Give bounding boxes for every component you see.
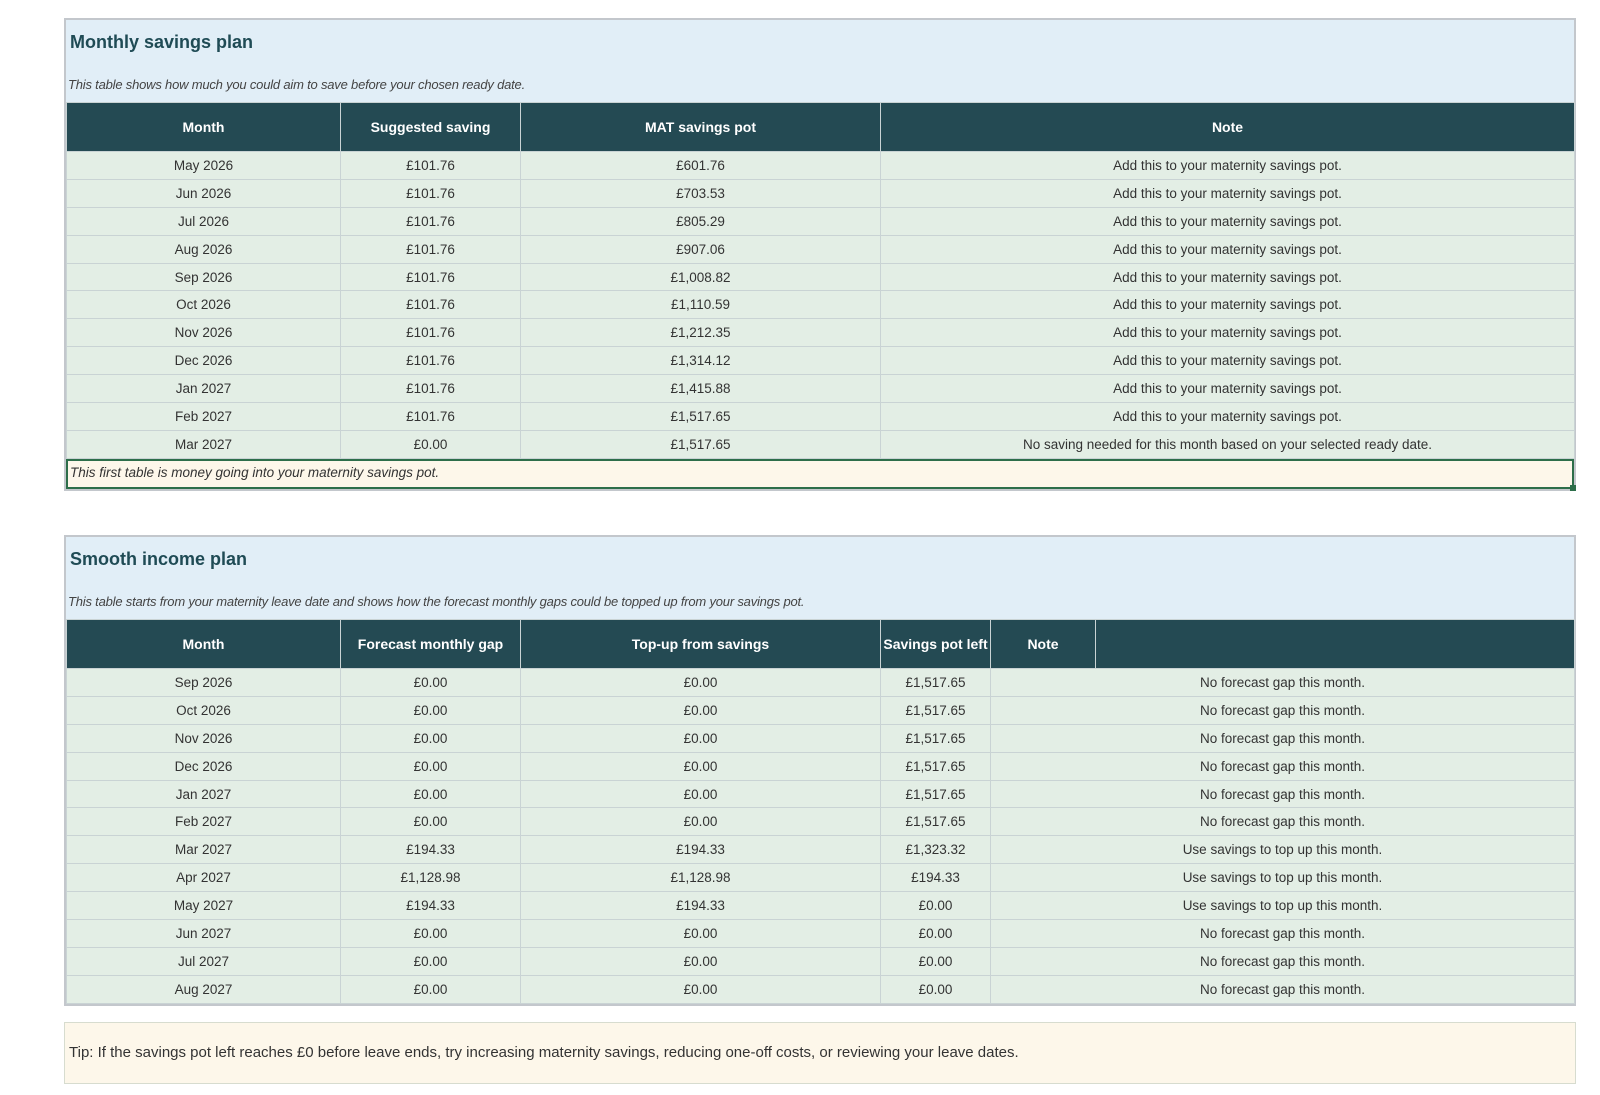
- table-cell[interactable]: Nov 2026: [67, 724, 341, 752]
- table-cell[interactable]: Use savings to top up this month.: [991, 864, 1575, 892]
- table-cell[interactable]: £0.00: [521, 696, 881, 724]
- table-cell[interactable]: £101.76: [341, 179, 521, 207]
- table-cell[interactable]: Mar 2027: [67, 430, 341, 458]
- monthly-savings-panel: [64, 18, 1576, 491]
- table-row: [67, 179, 1575, 207]
- table-cell[interactable]: £1,212.35: [521, 319, 881, 347]
- table-cell[interactable]: £0.00: [341, 696, 521, 724]
- table-cell[interactable]: £1,314.12: [521, 347, 881, 375]
- table-cell[interactable]: £0.00: [521, 669, 881, 697]
- table-cell[interactable]: £1,517.65: [881, 808, 991, 836]
- table-cell[interactable]: No saving needed for this month based on your selected ready date.: [881, 430, 1575, 458]
- column-header[interactable]: Forecast monthly gap: [341, 620, 521, 669]
- table-row: [67, 375, 1575, 403]
- table-cell[interactable]: No forecast gap this month.: [991, 724, 1575, 752]
- table-cell[interactable]: Dec 2026: [67, 752, 341, 780]
- column-header[interactable]: Note: [881, 103, 1575, 152]
- monthly-savings-table: [66, 102, 1575, 459]
- table-cell[interactable]: Jan 2027: [67, 780, 341, 808]
- table-cell[interactable]: Jun 2026: [67, 179, 341, 207]
- table-cell[interactable]: Add this to your maternity savings pot.: [881, 263, 1575, 291]
- table-cell[interactable]: No forecast gap this month.: [991, 696, 1575, 724]
- table-cell[interactable]: Aug 2027: [67, 975, 341, 1003]
- table-cell[interactable]: No forecast gap this month.: [991, 669, 1575, 697]
- table-cell[interactable]: No forecast gap this month.: [991, 947, 1575, 975]
- table-cell[interactable]: No forecast gap this month.: [991, 752, 1575, 780]
- table-row: [67, 669, 1575, 697]
- tip-text: Tip: If the savings pot left reaches £0 before leave ends, try increasing maternity savings, reducing one-off costs, or reviewing your leave dates.: [69, 1044, 1019, 1061]
- table-cell[interactable]: £1,128.98: [341, 864, 521, 892]
- table-cell[interactable]: Oct 2026: [67, 291, 341, 319]
- table-cell[interactable]: £1,517.65: [881, 780, 991, 808]
- table-cell[interactable]: No forecast gap this month.: [991, 808, 1575, 836]
- table-cell[interactable]: £0.00: [881, 920, 991, 948]
- table-cell[interactable]: No forecast gap this month.: [991, 780, 1575, 808]
- table-cell[interactable]: £0.00: [341, 947, 521, 975]
- table-cell[interactable]: £0.00: [341, 724, 521, 752]
- table-row: [67, 724, 1575, 752]
- table-cell[interactable]: £1,517.65: [521, 430, 881, 458]
- table-cell[interactable]: £194.33: [521, 836, 881, 864]
- smooth-income-panel: [64, 535, 1576, 1006]
- table-cell[interactable]: Add this to your maternity savings pot.: [881, 152, 1575, 180]
- table-cell[interactable]: £805.29: [521, 207, 881, 235]
- table-cell[interactable]: Feb 2027: [67, 403, 341, 431]
- tip-box: [64, 1022, 1576, 1084]
- table-row: [67, 864, 1575, 892]
- table-cell[interactable]: Add this to your maternity savings pot.: [881, 403, 1575, 431]
- table-row: [67, 403, 1575, 431]
- table-cell[interactable]: Use savings to top up this month.: [991, 836, 1575, 864]
- table-cell[interactable]: Oct 2026: [67, 696, 341, 724]
- table-cell[interactable]: £101.76: [341, 347, 521, 375]
- table-cell[interactable]: £1,517.65: [881, 669, 991, 697]
- table-cell[interactable]: No forecast gap this month.: [991, 920, 1575, 948]
- table-cell[interactable]: Jul 2027: [67, 947, 341, 975]
- table-row: [67, 752, 1575, 780]
- table-cell[interactable]: £0.00: [521, 808, 881, 836]
- table-cell[interactable]: £703.53: [521, 179, 881, 207]
- table-cell[interactable]: £194.33: [521, 892, 881, 920]
- table-cell[interactable]: Use savings to top up this month.: [991, 892, 1575, 920]
- table-row: [67, 430, 1575, 458]
- table-row: [67, 808, 1575, 836]
- table-cell[interactable]: £194.33: [341, 836, 521, 864]
- table-cell[interactable]: £0.00: [521, 947, 881, 975]
- table-cell[interactable]: £194.33: [881, 864, 991, 892]
- smooth-income-title: Smooth income plan: [70, 549, 248, 569]
- table-row: [67, 319, 1575, 347]
- table-cell[interactable]: £101.76: [341, 235, 521, 263]
- table-cell[interactable]: Add this to your maternity savings pot.: [881, 179, 1575, 207]
- table-cell[interactable]: £0.00: [881, 892, 991, 920]
- column-header[interactable]: [1096, 620, 1575, 669]
- table-cell[interactable]: £0.00: [521, 724, 881, 752]
- monthly-savings-header-row: [67, 103, 1575, 152]
- smooth-income-subtitle: This table starts from your maternity leave date and shows how the forecast monthly gaps could be topped up from your savings pot.: [68, 594, 805, 609]
- table-cell[interactable]: £0.00: [341, 752, 521, 780]
- table-cell[interactable]: £0.00: [341, 920, 521, 948]
- table-cell[interactable]: £0.00: [881, 947, 991, 975]
- table-cell[interactable]: Add this to your maternity savings pot.: [881, 235, 1575, 263]
- table-cell[interactable]: Add this to your maternity savings pot.: [881, 291, 1575, 319]
- table-cell[interactable]: Jan 2027: [67, 375, 341, 403]
- table-cell[interactable]: £0.00: [341, 975, 521, 1003]
- table-cell[interactable]: Jul 2026: [67, 207, 341, 235]
- table-row: [67, 347, 1575, 375]
- table-cell[interactable]: Add this to your maternity savings pot.: [881, 207, 1575, 235]
- column-header[interactable]: Month: [67, 620, 341, 669]
- table-cell[interactable]: £0.00: [521, 752, 881, 780]
- table-cell[interactable]: £194.33: [341, 892, 521, 920]
- table-row: [67, 780, 1575, 808]
- table-cell[interactable]: £101.76: [341, 291, 521, 319]
- table-cell[interactable]: £601.76: [521, 152, 881, 180]
- table-cell[interactable]: £0.00: [521, 780, 881, 808]
- table-row: [67, 263, 1575, 291]
- fill-handle[interactable]: [1570, 485, 1576, 491]
- monthly-savings-header: [66, 20, 1574, 102]
- table-cell[interactable]: Aug 2026: [67, 235, 341, 263]
- table-cell[interactable]: £1,415.88: [521, 375, 881, 403]
- table-cell[interactable]: No forecast gap this month.: [991, 975, 1575, 1003]
- footnote-text: This first table is money going into your maternity savings pot.: [70, 464, 440, 480]
- table-cell[interactable]: £1,517.65: [521, 403, 881, 431]
- table-cell[interactable]: Apr 2027: [67, 864, 341, 892]
- table-cell[interactable]: Add this to your maternity savings pot.: [881, 375, 1575, 403]
- table-cell[interactable]: £1,110.59: [521, 291, 881, 319]
- column-header[interactable]: Note: [991, 620, 1096, 669]
- column-header[interactable]: Savings pot left: [881, 620, 991, 669]
- table-cell[interactable]: Feb 2027: [67, 808, 341, 836]
- table-cell[interactable]: £101.76: [341, 263, 521, 291]
- table-row: [67, 947, 1575, 975]
- table-cell[interactable]: Sep 2026: [67, 669, 341, 697]
- table-cell[interactable]: £101.76: [341, 207, 521, 235]
- table-cell[interactable]: £0.00: [341, 669, 521, 697]
- table-cell[interactable]: £0.00: [521, 920, 881, 948]
- table-row: [67, 920, 1575, 948]
- table-cell[interactable]: £1,128.98: [521, 864, 881, 892]
- table-cell[interactable]: £101.76: [341, 375, 521, 403]
- table-cell[interactable]: £907.06: [521, 235, 881, 263]
- table-cell[interactable]: Jun 2027: [67, 920, 341, 948]
- smooth-income-header-row: [67, 620, 1575, 669]
- table-cell[interactable]: Add this to your maternity savings pot.: [881, 347, 1575, 375]
- table-cell[interactable]: £101.76: [341, 319, 521, 347]
- table-cell[interactable]: £0.00: [341, 780, 521, 808]
- table-row: [67, 696, 1575, 724]
- monthly-savings-title: Monthly savings plan: [70, 32, 254, 52]
- column-header[interactable]: Month: [67, 103, 341, 152]
- table-row: [67, 892, 1575, 920]
- table-cell[interactable]: £101.76: [341, 152, 521, 180]
- table-cell[interactable]: Nov 2026: [67, 319, 341, 347]
- smooth-income-header: [66, 537, 1574, 619]
- table-cell[interactable]: £1,323.32: [881, 836, 991, 864]
- column-header[interactable]: Top-up from savings: [521, 620, 881, 669]
- table-cell[interactable]: £0.00: [341, 430, 521, 458]
- table-cell[interactable]: £1,517.65: [881, 696, 991, 724]
- table-cell[interactable]: £0.00: [881, 975, 991, 1003]
- table-cell[interactable]: Add this to your maternity savings pot.: [881, 319, 1575, 347]
- table-cell[interactable]: £101.76: [341, 403, 521, 431]
- table-cell[interactable]: £1,517.65: [881, 724, 991, 752]
- table-row: [67, 291, 1575, 319]
- table-cell[interactable]: £1,008.82: [521, 263, 881, 291]
- table-cell[interactable]: May 2026: [67, 152, 341, 180]
- table-cell[interactable]: Dec 2026: [67, 347, 341, 375]
- table-cell[interactable]: May 2027: [67, 892, 341, 920]
- monthly-savings-subtitle: This table shows how much you could aim to save before your chosen ready date.: [68, 77, 525, 92]
- table-cell[interactable]: £0.00: [341, 808, 521, 836]
- table-row: [67, 235, 1575, 263]
- table-row: [67, 207, 1575, 235]
- table-cell[interactable]: £1,517.65: [881, 752, 991, 780]
- table-row: [67, 152, 1575, 180]
- table-cell[interactable]: Sep 2026: [67, 263, 341, 291]
- table-row: [67, 836, 1575, 864]
- column-header[interactable]: MAT savings pot: [521, 103, 881, 152]
- column-header[interactable]: Suggested saving: [341, 103, 521, 152]
- smooth-income-table: [66, 619, 1575, 1004]
- table-cell[interactable]: £0.00: [521, 975, 881, 1003]
- selected-cell-footnote[interactable]: [66, 459, 1574, 489]
- table-row: [67, 975, 1575, 1003]
- table-cell[interactable]: Mar 2027: [67, 836, 341, 864]
